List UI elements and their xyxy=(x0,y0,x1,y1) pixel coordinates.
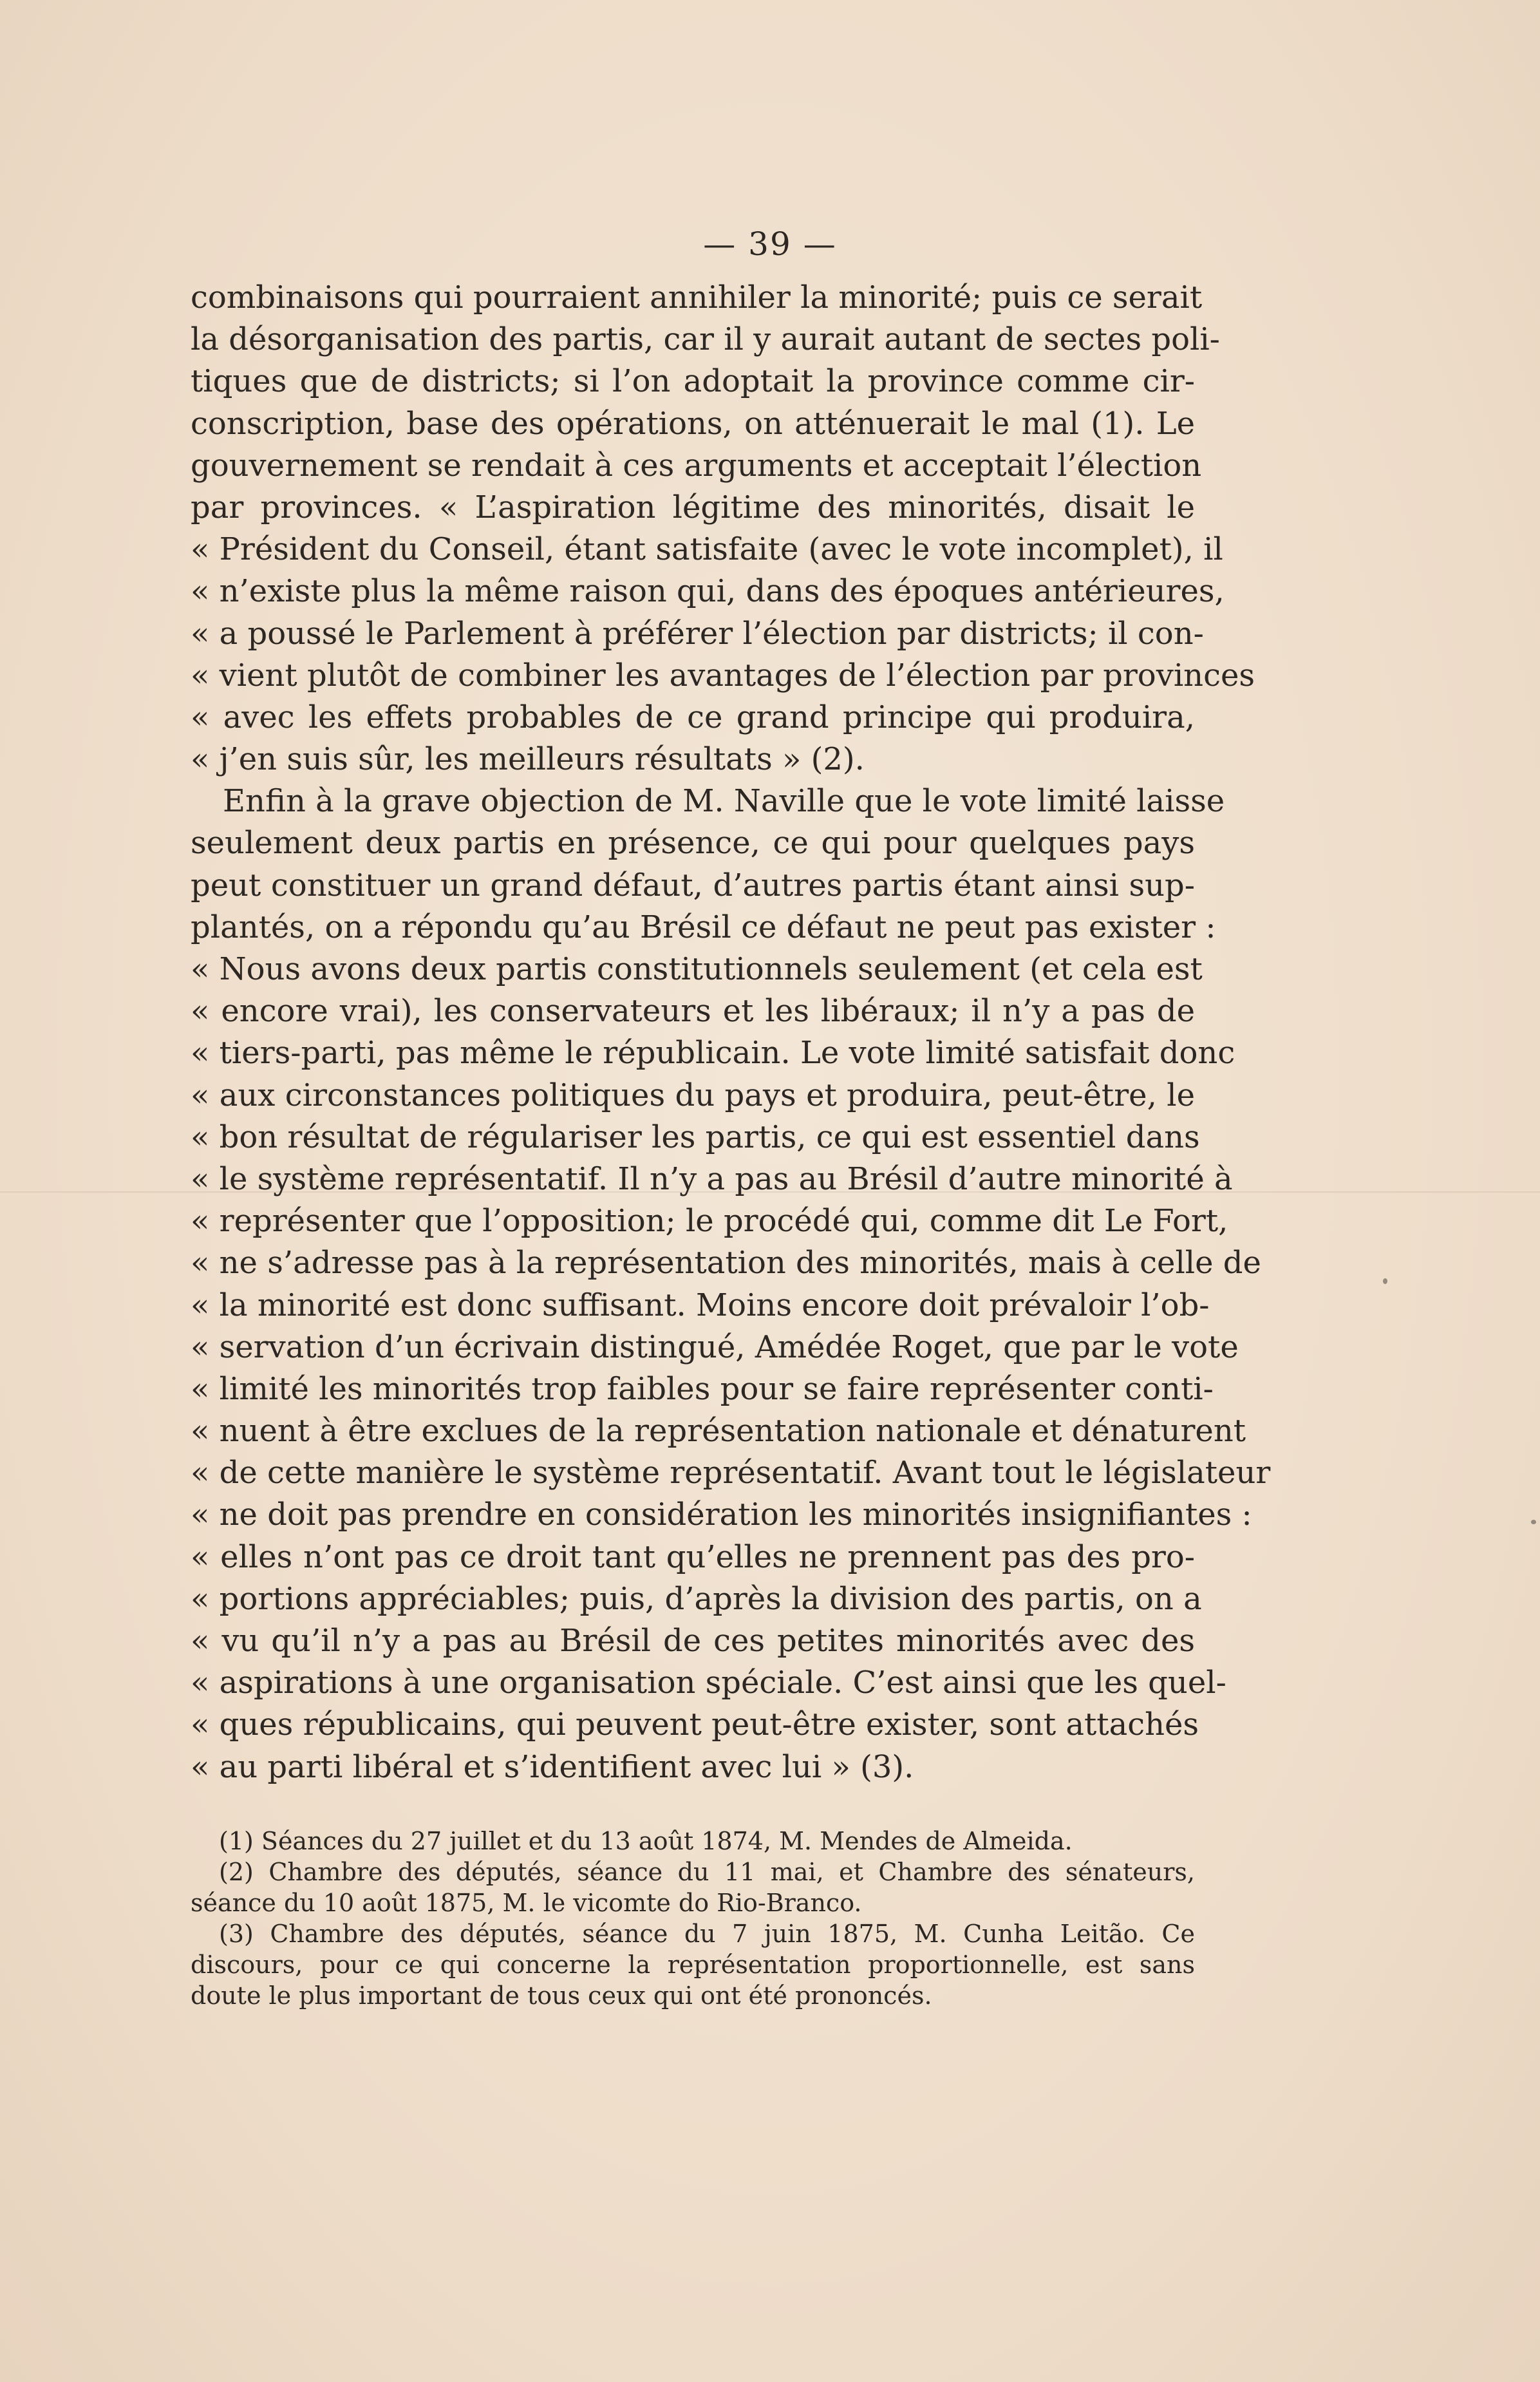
text-line: « ne s’adresse pas à la représentation des minorités, mais à celle de xyxy=(191,1245,1261,1281)
ink-speck xyxy=(1383,1278,1387,1284)
footnotes xyxy=(191,1826,1195,2011)
text-line: « aux circonstances politiques du pays et produira, peut-être, le xyxy=(191,1077,1195,1113)
text-line: plantés, on a répondu qu’au Brésil ce défaut ne peut pas exister : xyxy=(191,909,1216,945)
text-line: « aspirations à une organisation spéciale. C’est ainsi que les quel- xyxy=(191,1665,1226,1701)
footnote-1 xyxy=(191,1826,1195,1857)
footnote-line: (1) Séances du 27 juillet et du 13 août 1874, M. Mendes de Almeida. xyxy=(219,1827,1073,1855)
text-line: « a poussé le Parlement à préférer l’élection par districts; il con- xyxy=(191,615,1204,652)
text-line: « limité les minorités trop faibles pour se faire représenter conti- xyxy=(191,1370,1214,1407)
text-line: « au parti libéral et s’identifient avec lui » (3). xyxy=(191,1748,914,1785)
text-line: « la minorité est donc suffisant. Moins encore doit prévaloir l’ob- xyxy=(191,1287,1210,1323)
ink-speck xyxy=(1531,1520,1536,1524)
text-line: tiques que de districts; si l’on adoptait la province comme cir- xyxy=(191,363,1195,400)
footnote-2 xyxy=(191,1857,1195,1918)
text-line: « ne doit pas prendre en considération les minorités insignifiantes : xyxy=(191,1497,1252,1533)
footnote-line: discours, pour ce qui concerne la représentation proportionnelle, est sans xyxy=(191,1951,1195,1979)
text-line: « j’en suis sûr, les meilleurs résultats » (2). xyxy=(191,741,865,778)
footnote-line: doute le plus important de tous ceux qui ont été prononcés. xyxy=(191,1981,932,2010)
text-line: « représenter que l’opposition; le procédé qui, comme dit Le Fort, xyxy=(191,1203,1228,1240)
text-line: « ques républicains, qui peuvent peut-être exister, sont attachés xyxy=(191,1706,1199,1743)
text-line: la désorganisation des partis, car il y aurait autant de sectes poli- xyxy=(191,321,1220,358)
text-line: « elles n’ont pas ce droit tant qu’elles ne prennent pas des pro- xyxy=(191,1538,1195,1575)
text-line: « le système représentatif. Il n’y a pas au Brésil d’autre minorité à xyxy=(191,1160,1233,1197)
paragraph-2 xyxy=(191,780,1271,1788)
footnote-line: séance du 10 août 1875, M. le vicomte do Rio-Branco. xyxy=(191,1889,862,1917)
text-line: « de cette manière le système représentatif. Avant tout le législateur xyxy=(191,1455,1271,1491)
text-line: seulement deux partis en présence, ce qui pour quelques pays xyxy=(191,825,1195,862)
text-line: « servation d’un écrivain distingué, Amédée Roget, que par le vote xyxy=(191,1328,1239,1365)
text-line: « portions appréciables; puis, d’après la division des partis, on a xyxy=(191,1580,1202,1617)
text-line: gouvernement se rendait à ces arguments et acceptait l’élection xyxy=(191,447,1202,484)
footnote-3 xyxy=(191,1918,1195,2011)
text-line: « vient plutôt de combiner les avantages de l’élection par provinces xyxy=(191,657,1255,694)
main-text xyxy=(191,277,1271,1788)
text-line: « avec les effets probables de ce grand principe qui produira, xyxy=(191,699,1195,735)
text-line: « Nous avons deux partis constitutionnels seulement (et cela est xyxy=(191,951,1203,987)
text-line: « bon résultat de régulariser les partis, ce qui est essentiel dans xyxy=(191,1119,1200,1155)
footnote-line: (3) Chambre des députés, séance du 7 juin 1875, M. Cunha Leitão. Ce xyxy=(219,1920,1195,1948)
text-line: « Président du Conseil, étant satisfaite (avec le vote incomplet), il xyxy=(191,531,1223,568)
text-line: peut constituer un grand défaut, d’autres partis étant ainsi sup- xyxy=(191,867,1195,903)
text-line: « nuent à être exclues de la représentation nationale et dénaturent xyxy=(191,1413,1246,1450)
text-line: « vu qu’il n’y a pas au Brésil de ces petites minorités avec des xyxy=(191,1623,1195,1659)
text-line: par provinces. « L’aspiration légitime des minorités, disait le xyxy=(191,489,1195,525)
paragraph-1 xyxy=(191,277,1255,780)
text-line: Enfin à la grave objection de M. Naville que le vote limité laisse xyxy=(223,783,1225,820)
text-line: combinaisons qui pourraient annihiler la minorité; puis ce serait xyxy=(191,279,1203,316)
footnote-line: (2) Chambre des députés, séance du 11 mai, et Chambre des sénateurs, xyxy=(219,1858,1195,1886)
text-line: conscription, base des opérations, on atténuerait le mal (1). Le xyxy=(191,405,1195,442)
text-line: « encore vrai), les conservateurs et les libéraux; il n’y a pas de xyxy=(191,993,1195,1030)
page-number: — 39 — xyxy=(703,225,837,263)
text-line: « n’existe plus la même raison qui, dans des époques antérieures, xyxy=(191,573,1225,610)
text-line: « tiers-parti, pas même le républicain. Le vote limité satisfait donc xyxy=(191,1035,1235,1072)
